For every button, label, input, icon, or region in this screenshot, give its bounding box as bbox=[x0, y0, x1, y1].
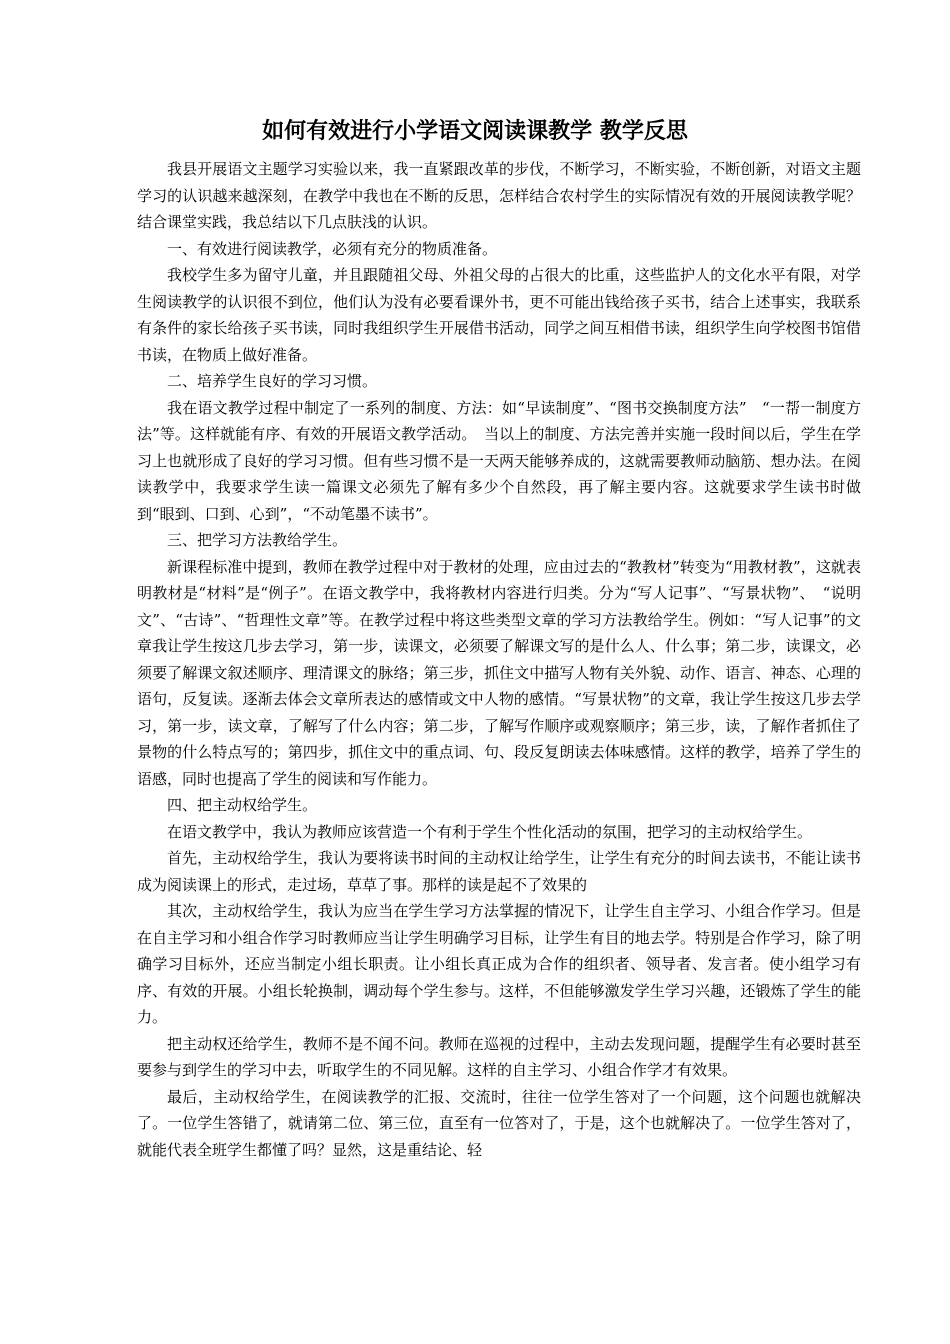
paragraph: 我校学生多为留守儿童，并且跟随祖父母、外祖父母的占很大的比重，这些监护人的文化水平有限，对学生阅读教学的认识很不到位，他们认为没有必要看课外书，更不可能出钱给孩子买书，结合上述事实，我联系有条件的家长给孩子买书读，同时我组织学生开展借书活动，同学之间互相借书读，组织学生向学校图书馆借书读，在物质上做好准备。 bbox=[137, 266, 861, 364]
paragraph: 新课程标准中提到，教师在教学过程中对于教材的处理，应由过去的“教教材”转变为“用教材教”，这就表明教材是“材料”是“例子”。在语文教学中，我将教材内容进行归类。分为“写人记事”、“写景状物”、 “说明文”、“古诗”、“哲理性文章”等。在教学过程中将这些类型文章的学习方法教给学生。例如：“写人记事”的文章我让学生按这几步去学习，第一步，读课文，必须要了解课文写的是什么人、什么事；第二步，读课文，必须要了解课文叙述顺序、理清课文的脉络；第三步，抓住文中描写人物有关外貌、动作、语言、神态、心理的语句，反复读。逐渐去体会文章所表达的感情或文中人物的感情。“写景状物”的文章，我让学生按这几步去学习，第一步，读文章，了解写了什么内容；第二步，了解写作顺序或观察顺序；第三步，读，了解作者抓住了景物的什么特点写的；第四步，抓住文中的重点词、句、段反复朗读去体味感情。这样的教学，培养了学生的语感，同时也提高了学生的阅读和写作能力。 bbox=[137, 557, 861, 788]
document-body bbox=[137, 156, 861, 1163]
section-heading-1: 一、有效进行阅读教学，必须有充分的物质准备。 bbox=[167, 239, 498, 258]
paragraph: 在语文教学中，我认为教师应该营造一个有利于学生个性化活动的氛围，把学习的主动权给学生。 bbox=[167, 822, 813, 841]
paragraph: 首先，主动权给学生，我认为要将读书时间的主动权让给学生，让学生有充分的时间去读书，不能让读书成为阅读课上的形式，走过场，草草了事。那样的读是起不了效果的 bbox=[137, 849, 861, 894]
section-heading-3: 三、把学习方法教给学生。 bbox=[167, 531, 348, 549]
paragraph: 把主动权还给学生，教师不是不闻不问。教师在巡视的过程中，主动去发现问题，提醒学生有必要时甚至要参与到学生的学习中去，听取学生的不同见解。这样的自主学习、小组合作学才有效果。 bbox=[137, 1034, 861, 1079]
section-heading-4: 四、把主动权给学生。 bbox=[167, 796, 318, 814]
paragraph: 最后，主动权给学生，在阅读教学的汇报、交流时，往往一位学生答对了一个问题，这个问题也就解决了。一位学生答错了，就请第二位、第三位，直至有一位答对了，于是，这个也就解决了。一位学生答对了，就能代表全班学生都懂了吗？显然，这是重结论、轻 bbox=[137, 1087, 861, 1159]
paragraph: 其次，主动权给学生，我认为应当在学生学习方法掌握的情况下，让学生自主学习、小组合作学习。但是在自主学习和小组合作学习时教师应当让学生明确学习目标，让学生有目的地去学。特别是合作学习，除了明确学习目标外，还应当制定小组长职责。让小组长真正成为合作的组织者、领导者、发言者。使小组学习有序、有效的开展。小组长轮换制，调动每个学生参与。这样，不但能够激发学生学习兴趣，还锻炼了学生的能力。 bbox=[137, 902, 861, 1026]
paragraph-intro: 我县开展语文主题学习实验以来，我一直紧跟改革的步伐，不断学习，不断实验，不断创新，对语文主题学习的认识越来越深刻，在教学中我也在不断的反思，怎样结合农村学生的实际情况有效的开展阅读教学呢？结合课堂实践，我总结以下几点肤浅的认识。 bbox=[137, 160, 861, 231]
section-heading-2: 二、培养学生良好的学习习惯。 bbox=[167, 372, 378, 390]
paragraph: 我在语文教学过程中制定了一系列的制度、方法：如“早读制度”、“图书交换制度方法” “一帮一制度方法”等。这样就能有序、有效的开展语文教学活动。 当以上的制度、方法完善并实施一段时间以后，学生在学习上也就形成了良好的学习习惯。但有些习惯不是一天两天能够养成的，这就需要教师动脑筋、想办法。在阅读教学中，我要求学生读一篇课文必须先了解有多少个自然段，再了解主要内容。这就要求学生读书时做到“眼到、口到、心到”，“不动笔墨不读书”。 bbox=[137, 398, 861, 523]
document-title: 如何有效进行小学语文阅读课教学 教学反思 bbox=[262, 118, 688, 144]
